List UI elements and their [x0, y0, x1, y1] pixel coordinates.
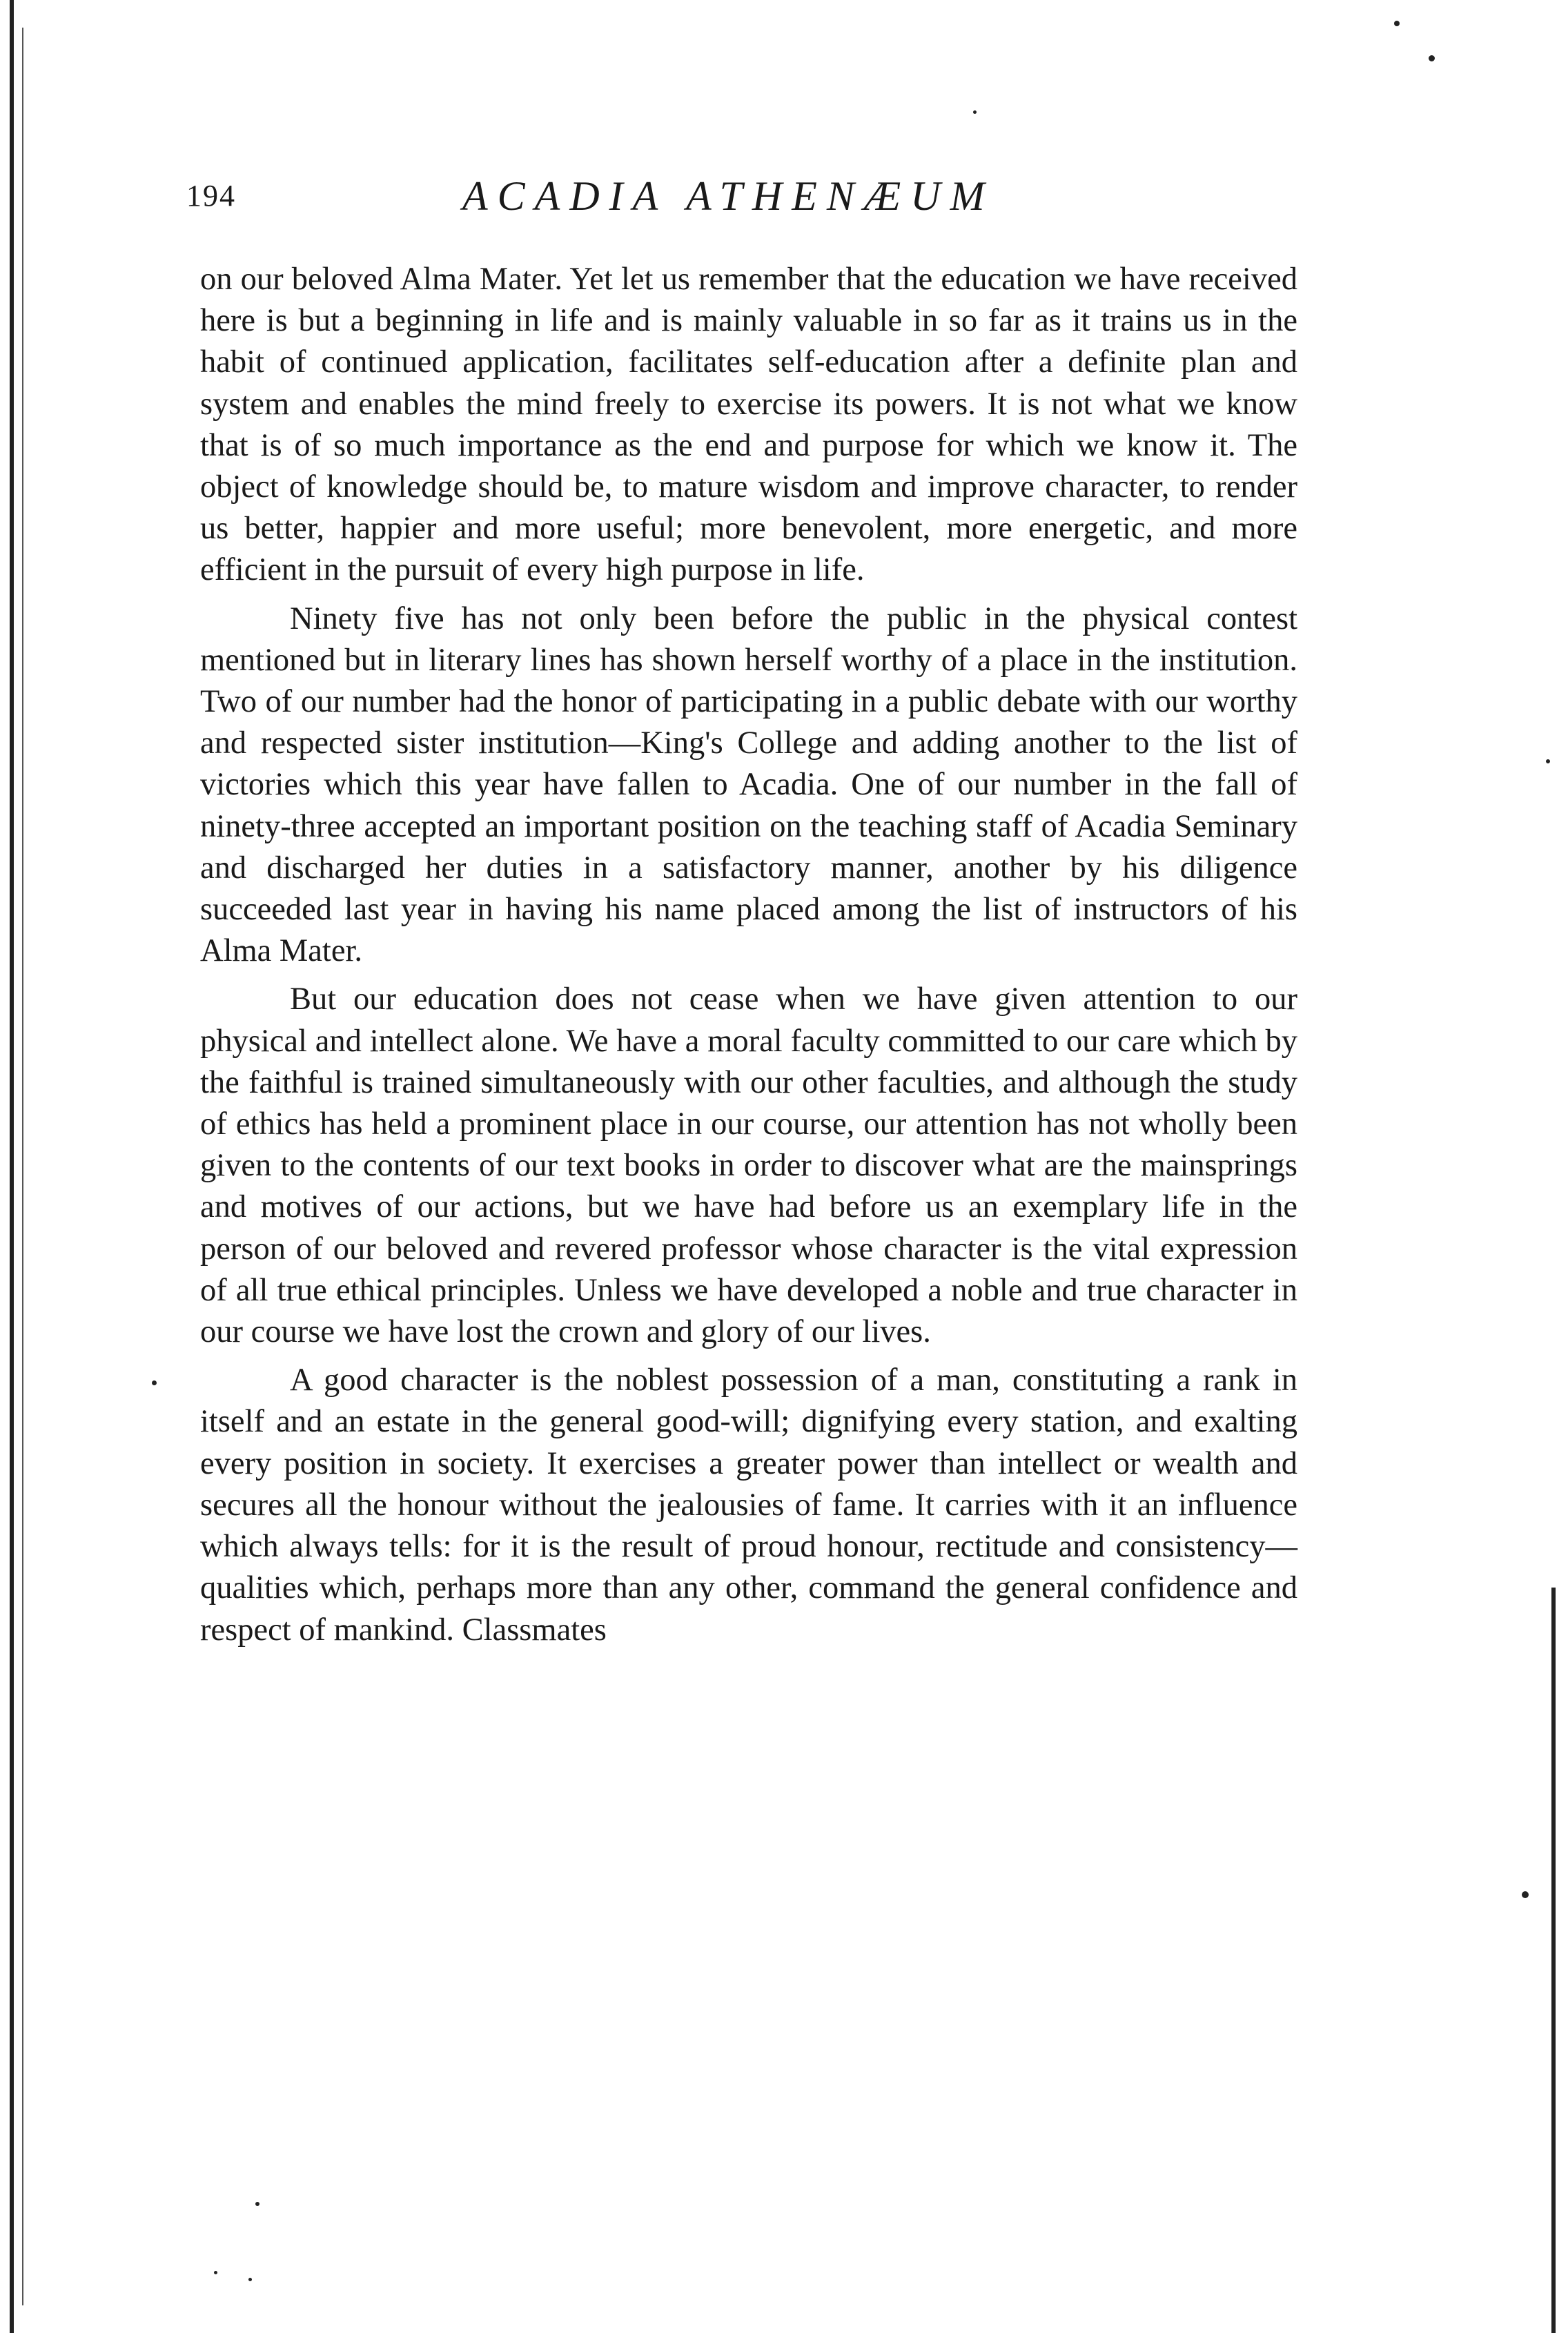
- scan-speck: [255, 2202, 259, 2206]
- scan-speck: [1394, 21, 1400, 26]
- scan-speck: [248, 2278, 252, 2281]
- paragraph: A good character is the noblest possession of a man, constituting a rank in itself and an estate in the general good-will; dignifying every station, and exalting every position in society. It exercises a greater power than intellect or wealth and secures all the honour without the jealousies of fame. It carries with it an influence which always tells: for it is the result of proud honour, rectitude and consistency—qualities which, perhaps more than any other, command the general confidence and respect of mankind. Classmates: [200, 1363, 1297, 1648]
- page-edge-left-inner: [22, 28, 23, 2305]
- paragraph: Ninety five has not only been before the public in the physical contest mentioned but in literary lines has shown herself worthy of a place in the institution. Two of our number had the honor of participating in a public debate with our worthy and respected sister institution—King's College and adding another to the list of victories which this year have fallen to Acadia. One of our number in the fall of ninety-three accepted an important position on the teaching staff of Acadia Seminary and discharged her duties in a satisfactory manner, another by his diligence succeeded last year in having his name placed among the list of instructors of his Alma Mater.: [200, 601, 1297, 969]
- scan-speck: [1522, 1891, 1529, 1898]
- paragraph: on our beloved Alma Mater. Yet let us remember that the education we have received here is but a beginning in life and is mainly valuable in so far as it trains us in the habit of continued application, facilitates self-education after a definite plan and system and enables the mind freely to exercise its powers. It is not what we know that is of so much importance as the end and purpose for which we know it. The object of knowledge should be, to mature wisdom and improve character, to render us better, happier and more useful; more benevolent, more energetic, and more efficient in the pursuit of every high purpose in life.: [200, 262, 1297, 588]
- scan-speck: [152, 1380, 157, 1385]
- scan-speck: [1546, 759, 1550, 763]
- scan-speck: [214, 2271, 217, 2274]
- page-header: [186, 173, 1291, 228]
- scan-speck: [973, 110, 977, 114]
- body-text: [200, 259, 1297, 1651]
- page-edge-right: [1551, 1588, 1556, 2333]
- page-number: 194: [186, 179, 236, 213]
- scan-speck: [1429, 55, 1435, 61]
- running-head: ACADIA ATHENÆUM: [462, 173, 994, 219]
- page-edge-left: [10, 0, 14, 2333]
- paragraph: But our education does not cease when we have given attention to our physical and intellect alone. We have a moral faculty committed to our care which by the faithful is trained simultaneously with our other faculties, and although the study of ethics has held a prominent place in our course, our attention has not wholly been given to the contents of our text books in order to discover what are the mainsprings and motives of our actions, but we have had before us an exemplary life in the person of our beloved and revered professor whose character is the vital expression of all true ethical principles. Unless we have developed a noble and true character in our course we have lost the crown and glory of our lives.: [200, 982, 1297, 1350]
